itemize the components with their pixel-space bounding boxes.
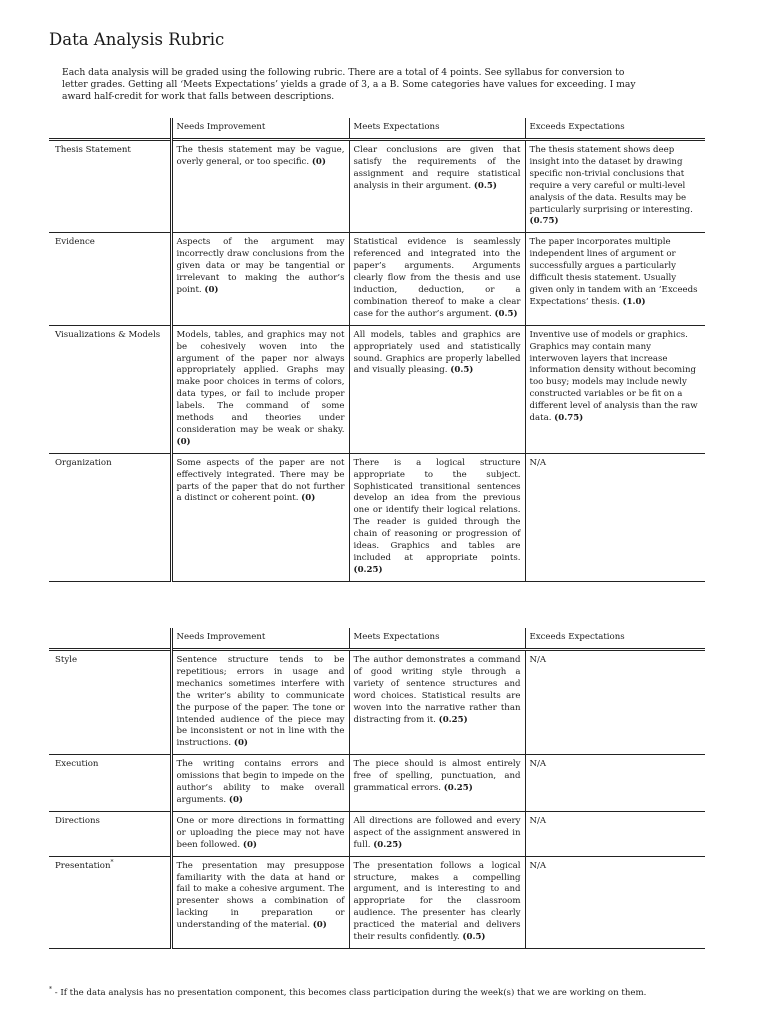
- cell-text: One or more directions in formatting or uploading the piece may not have been followed.: [176, 815, 345, 850]
- rubric-table-1: [49, 118, 705, 582]
- cell-exceeds-expectations: [525, 811, 705, 856]
- cell-text: Some aspects of the paper are not effectively integrated. There may be parts of the paper that do not further a distinct or coherent point.: [176, 457, 345, 504]
- points-value: (0): [233, 738, 249, 749]
- row-category: Execution: [49, 755, 171, 812]
- cell-text: N/A: [529, 860, 547, 871]
- points-value: (0.75): [554, 413, 584, 424]
- cell-text: Statistical evidence is seamlessly referenced and integrated into the paper’s arguments. Arguments clearly flow from the thesis and use induction, deduction, or a combination thereof to make a clear case for the author’s argument.: [353, 237, 521, 319]
- cell-text: There is a logical structure appropriate to the subject. Sophisticated transitional sentences develop an idea from the previous one or identify their logical relations. The reader is guided through the chain of reasoning or progression of ideas. Graphics and tables are included at appropriate points.: [353, 457, 521, 563]
- cell-needs-improvement: [171, 755, 349, 812]
- cell-needs-improvement: [171, 233, 349, 325]
- cell-text: Sentence structure tends to be repetitious; errors in usage and mechanics sometimes interfere with the writer’s ability to communicate the purpose of the paper. The tone or intended audience of the piece may be inconsistent or not in line with the instructions.: [176, 655, 345, 749]
- cell-exceeds-expectations: [525, 755, 705, 812]
- points-value: (0): [228, 794, 243, 805]
- cell-text: N/A: [529, 815, 547, 826]
- header-row: [49, 628, 705, 650]
- table-row: [49, 140, 705, 233]
- cell-needs-improvement: [171, 325, 349, 453]
- header-meets-expectations: Meets Expectations: [349, 628, 525, 650]
- cell-text: The thesis statement may be vague, overly general, or too specific.: [176, 145, 345, 167]
- cell-text: The piece should is almost entirely free of spelling, punctuation, and grammatical errors.: [353, 759, 521, 794]
- row-category: Style: [49, 650, 171, 755]
- cell-text: N/A: [529, 759, 547, 770]
- table-row: [49, 856, 705, 948]
- cell-text: The paper incorporates multiple independent lines of argument or successfully argues a particularly difficult thesis statement. Usually given only in tandem with an ‘Exceeds Expectations’ thesis.: [529, 237, 698, 307]
- points-value: (0.25): [373, 839, 403, 850]
- row-category: Directions: [49, 811, 171, 856]
- cell-text: Clear conclusions are given that satisfy the requirements of the assignment and require statistical analysis in their argument.: [353, 145, 521, 191]
- row-category: Organization: [49, 453, 171, 581]
- cell-meets-expectations: [349, 811, 525, 856]
- cell-exceeds-expectations: [525, 233, 705, 325]
- footnote: [49, 988, 739, 999]
- points-value: (0.5): [462, 932, 486, 943]
- cell-exceeds-expectations: [525, 453, 705, 581]
- row-category: Evidence: [49, 233, 171, 325]
- row-category: [49, 856, 171, 948]
- points-value: (0): [204, 284, 219, 295]
- cell-meets-expectations: [349, 453, 525, 581]
- cell-needs-improvement: [171, 811, 349, 856]
- table-row: [49, 811, 705, 856]
- cell-text: N/A: [529, 457, 547, 468]
- cell-text: Aspects of the argument may incorrectly draw conclusions from the given data or may be tangential or irrelevant to making the author’s point.: [176, 237, 345, 295]
- header-exceeds-expectations: Exceeds Expectations: [529, 632, 625, 643]
- intro-paragraph: Each data analysis will be graded using the following rubric. There are a total of 4 points. See syllabus for conversion to letter grades. Getting all ‘Meets Expectations’ yields a grade of 3, a a B. Some categories have values for exceeding. I may award half-credit for work that falls between descriptions.: [62, 67, 636, 102]
- points-value: (1.0): [622, 296, 646, 307]
- cell-text: N/A: [529, 655, 547, 665]
- cell-exceeds-expectations: [525, 650, 705, 755]
- points-value: (0.25): [353, 564, 383, 575]
- cell-needs-improvement: [171, 856, 349, 948]
- row-category: Thesis Statement: [49, 140, 171, 233]
- cell-meets-expectations: [349, 325, 525, 453]
- cell-text: Models, tables, and graphics may not be cohesively woven into the argument of the paper nor always appropriately applied. Graphs may make poor choices in terms of colors, data types, or fail to include proper labels. The command of some methods and theories under consideration may be weak or shaky.: [176, 329, 345, 435]
- cell-exceeds-expectations: [525, 856, 705, 948]
- cell-text: All directions are followed and every aspect of the assignment answered in full.: [353, 815, 521, 850]
- cell-text: All models, tables and graphics are appropriately used and statistically sound. Graphics are properly labelled and visually pleasing.: [353, 329, 521, 376]
- table-row: [49, 325, 705, 453]
- header-needs-improvement: Needs Improvement: [171, 628, 349, 650]
- cell-meets-expectations: [349, 856, 525, 948]
- points-value: (0.25): [438, 714, 468, 725]
- cell-exceeds-expectations: [525, 140, 705, 233]
- table-row: [49, 755, 705, 812]
- cell-meets-expectations: [349, 140, 525, 233]
- points-value: (0): [242, 839, 257, 850]
- footnote-text: - If the data analysis has no presentation component, this becomes class participation during the week(s) that we are working on them.: [52, 988, 647, 998]
- cell-meets-expectations: [349, 755, 525, 812]
- cell-text: The presentation follows a logical structure, makes a compelling argument, and is interesting to and appropriate for the classroom audience. The presenter has clearly practiced the material and delivers their results confidently.: [353, 860, 521, 943]
- points-value: (0): [311, 156, 326, 167]
- points-value: (0.25): [443, 783, 473, 794]
- table-row: [49, 453, 705, 581]
- points-value: (0.5): [494, 308, 518, 319]
- points-value: (0): [301, 493, 316, 504]
- cell-needs-improvement: [171, 453, 349, 581]
- table-row: [49, 233, 705, 325]
- header-needs-improvement: Needs Improvement: [171, 118, 349, 140]
- cell-needs-improvement: [171, 650, 349, 755]
- header-exceeds-expectations: Exceeds Expectations: [529, 122, 625, 133]
- table-row: [49, 650, 705, 755]
- points-value: (0): [176, 436, 191, 447]
- rubric-table-2: [49, 628, 705, 949]
- cell-text: The presentation may presuppose familiarity with the data at hand or fail to make a cohesive argument. The presenter shows a combination of lacking in preparation or understanding of the material.: [176, 860, 345, 931]
- footnote-marker: *: [110, 858, 114, 866]
- cell-needs-improvement: [171, 140, 349, 233]
- page-title: Data Analysis Rubric: [49, 30, 225, 49]
- cell-text: The writing contains errors and omissions that begin to impede on the author’s ability to make overall arguments.: [176, 759, 345, 805]
- header-category: [49, 628, 171, 650]
- row-category: Visualizations & Models: [49, 325, 171, 453]
- cell-exceeds-expectations: [525, 325, 705, 453]
- cell-text: The author demonstrates a command of good writing style through a variety of sentence structures and word choices. Statistical results are woven into the narrative rather than distracting from it.: [353, 655, 521, 725]
- header-category: [49, 118, 171, 140]
- cell-meets-expectations: [349, 650, 525, 755]
- cell-text: Inventive use of models or graphics. Graphics may contain many interwoven layers that increase information density without becoming too busy; models may include newly constructed variables or be fit on a different level of analysis than the raw data.: [529, 329, 698, 424]
- points-value: (0.5): [450, 365, 474, 376]
- header-meets-expectations: Meets Expectations: [349, 118, 525, 140]
- points-value: (0.5): [473, 180, 497, 191]
- footnote-marker: *: [49, 986, 52, 994]
- points-value: (0): [312, 920, 327, 931]
- points-value: (0.75): [529, 216, 559, 227]
- category-label: Presentation: [55, 860, 111, 871]
- header-row: [49, 118, 705, 140]
- cell-meets-expectations: [349, 233, 525, 325]
- cell-text: The thesis statement shows deep insight into the dataset by drawing specific non-trivial conclusions that require a very careful or multi-level analysis of the data. Results may be particularly surprising or interesting.: [529, 145, 693, 215]
